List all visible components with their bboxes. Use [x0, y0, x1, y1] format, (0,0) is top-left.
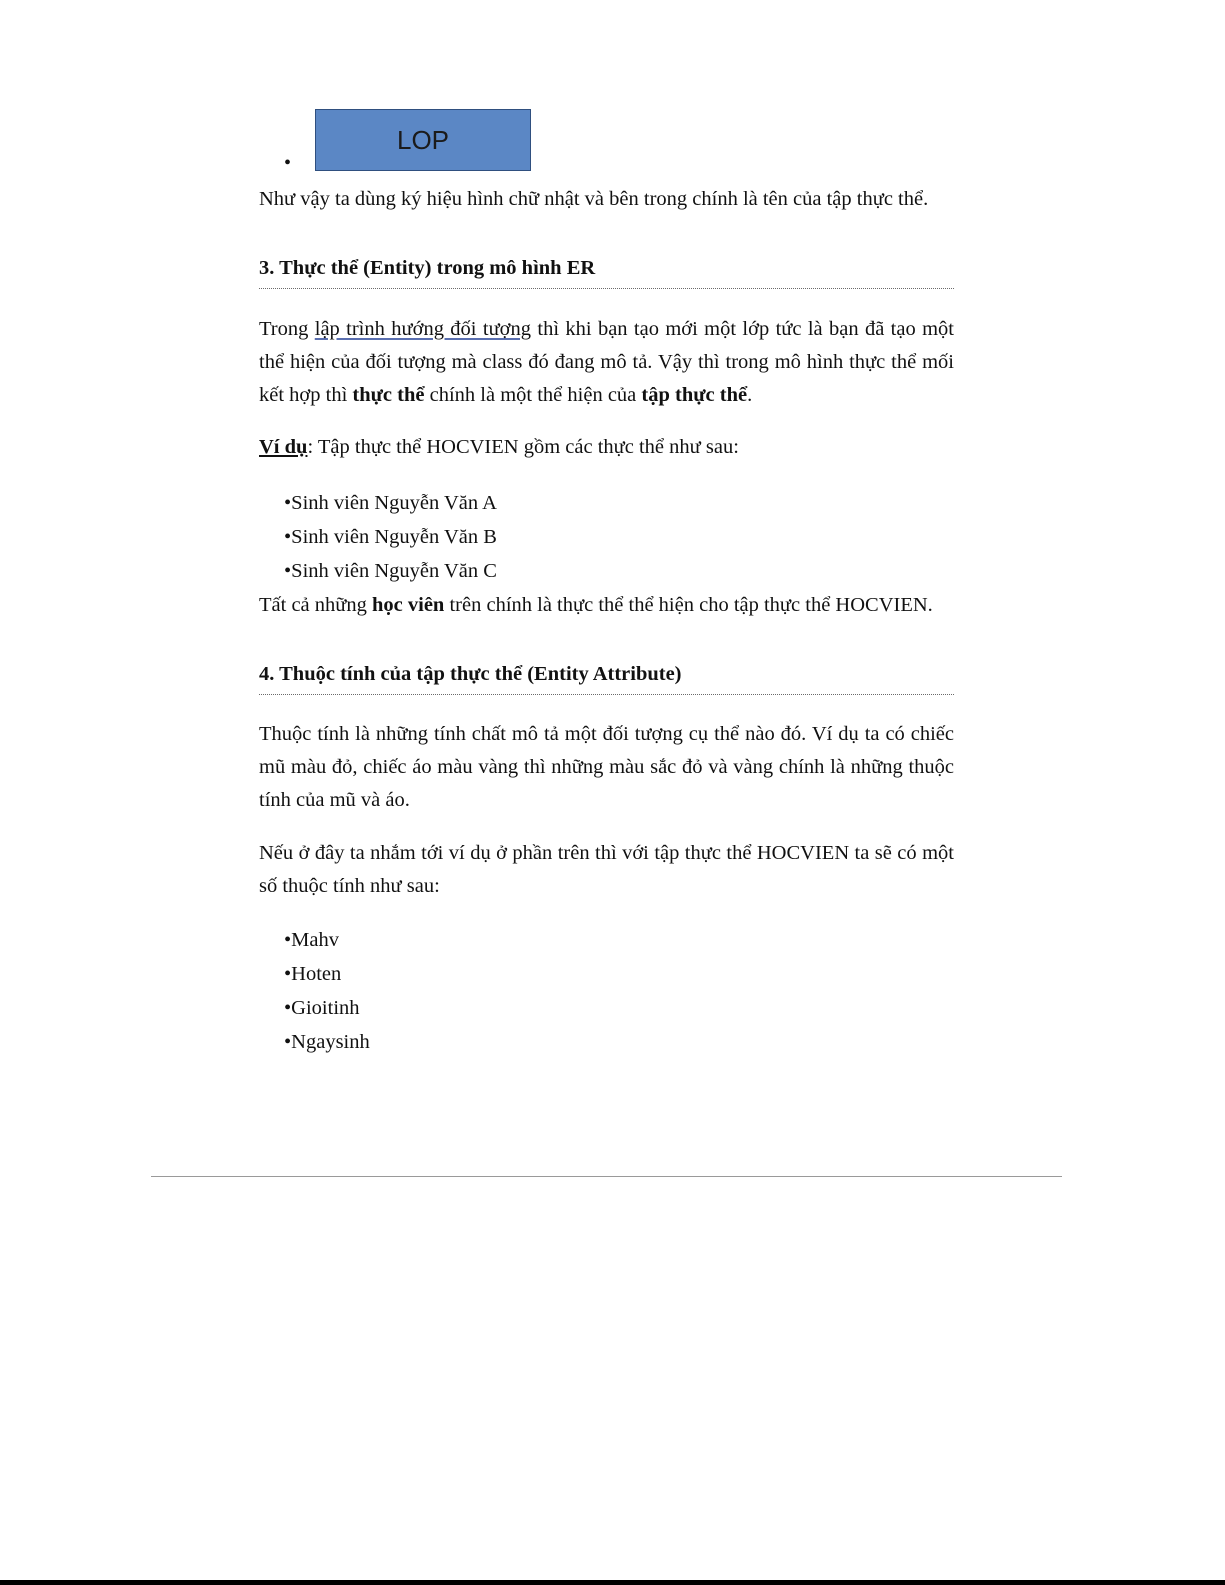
entity-list: [284, 486, 497, 588]
bold-entity-set: tập thực thể: [641, 384, 748, 406]
section-4-heading: 4. Thuộc tính của tập thực thể (Entity Attribute): [259, 660, 954, 695]
list-item: •Sinh viên Nguyễn Văn C: [284, 560, 497, 582]
oop-link[interactable]: lập trình hướng đối tượng: [314, 318, 532, 340]
example-line: [259, 431, 954, 464]
summary-line: [259, 589, 954, 622]
example-label: Ví dụ: [259, 436, 308, 458]
intro-sentence: Như vậy ta dùng ký hiệu hình chữ nhật và bên trong chính là tên của tập thực thể.: [259, 188, 929, 210]
section-4-paragraph-1: Thuộc tính là những tính chất mô tả một đối tượng cụ thể nào đó. Ví dụ ta có chiếc mũ màu đỏ, chiếc áo màu vàng thì những màu sắc đỏ và vàng chính là những thuộc tính của mũ và áo.: [259, 723, 954, 811]
list-item: •Sinh viên Nguyễn Văn A: [284, 492, 497, 514]
footer-divider: [151, 1176, 1062, 1177]
section-3-heading: 3. Thực thể (Entity) trong mô hình ER: [259, 254, 954, 289]
example-text: : Tập thực thể HOCVIEN gồm các thực thể như sau:: [307, 436, 739, 458]
list-item: •Sinh viên Nguyễn Văn B: [284, 526, 497, 548]
list-item: •Gioitinh: [284, 997, 360, 1019]
para-text: trên chính là thực thể thể hiện cho tập thực thể HOCVIEN.: [444, 594, 933, 616]
entity-set-box-label: LOP: [396, 124, 450, 155]
section-3-paragraph: [259, 313, 954, 412]
bold-entity: thực thể: [352, 384, 425, 406]
page-bottom-edge: [0, 1580, 1225, 1585]
figure-bullet: •: [284, 152, 292, 174]
para-text: chính là một thể hiện của: [424, 384, 642, 406]
para-text: thì khi bạn tạo mới một lớp tức là bạn đã tạo một thể hiện của đối tượng mà class đó đang mô tả. Vậy thì trong mô hình thực thể mối kết hợp thì: [259, 318, 954, 406]
list-item: •Hoten: [284, 963, 342, 985]
list-item: •Mahv: [284, 929, 340, 951]
bold-hocvien: học viên: [372, 594, 445, 616]
attribute-list: [284, 923, 370, 1059]
para-text: Tất cả những: [259, 594, 373, 616]
list-item: •Ngaysinh: [284, 1031, 370, 1053]
para-text: Trong: [259, 318, 315, 340]
entity-set-box: [315, 109, 531, 171]
section-4-paragraph-2: Nếu ở đây ta nhắm tới ví dụ ở phần trên thì với tập thực thể HOCVIEN ta sẽ có một số thuộc tính như sau:: [259, 842, 954, 897]
para-text: .: [747, 384, 753, 406]
